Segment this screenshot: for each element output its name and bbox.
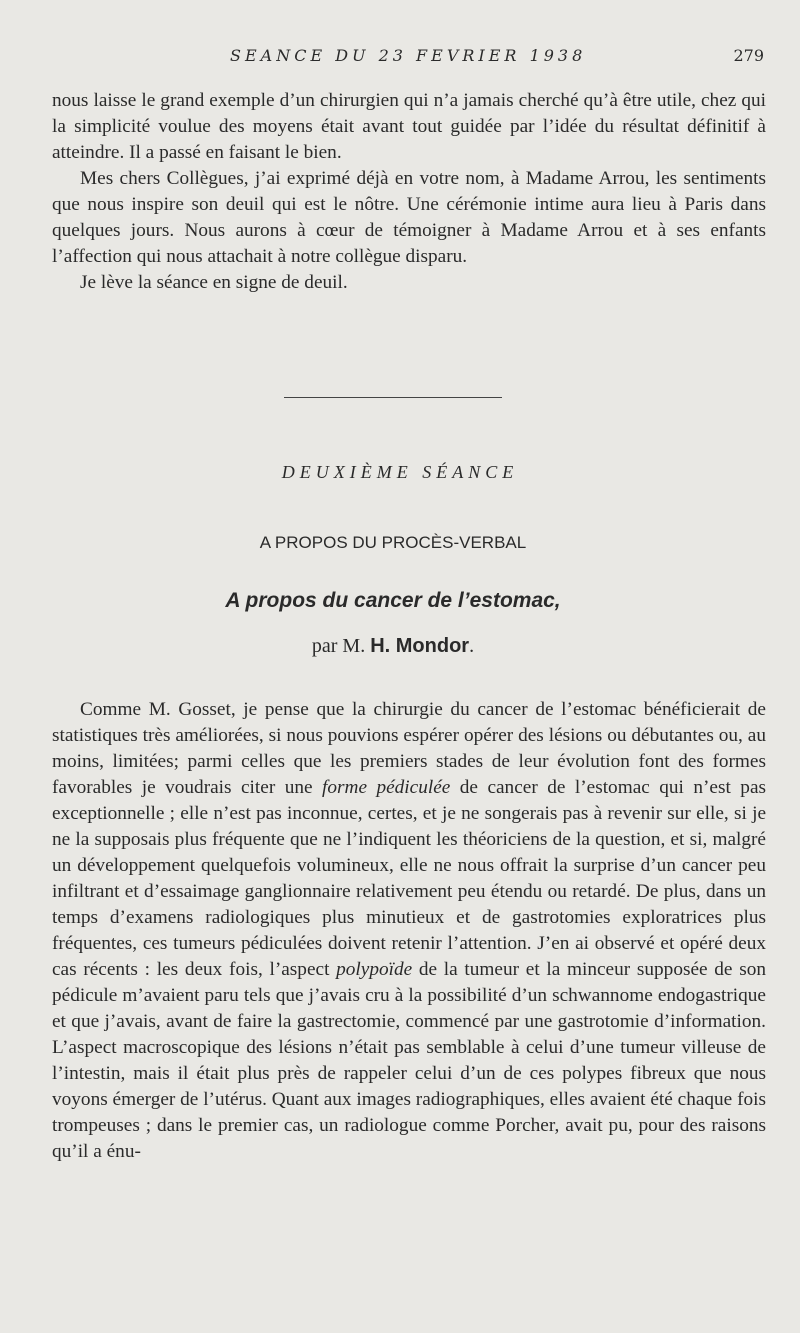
byline-prefix: par M.: [311, 635, 371, 657]
intro-text: [52, 88, 766, 296]
byline: [0, 635, 786, 658]
emphasis: polypoïde: [336, 959, 413, 980]
paragraph: nous laisse le grand exemple d’un chirurgien qui n’a jamais cherché qu’à être utile, chez qui la simplicité voulue des moyens était avant tout guidée par l’idée du résultat définitif à atteindre. Il a passé en faisant le bien.: [52, 90, 766, 163]
text-run: de la tumeur et la minceur supposée de son pédicule m’avaient paru tels que j’avais cru à la possibilité d’un schwannome endogastrique et que j’avais, avant de faire la gastrectomie, commencé par une gastrotomie d’information. L’aspect macroscopique des lésions n’était pas semblable à celui d’une tumeur villeuse de l’intestin, mais il était plus près de rappeler celui d’un de ces polypes fibreux que nous voyons émerger de l’utérus. Quant aux images radiographiques, elles avaient été chaque fois trompeuses ; dans le premier cas, un radiologue comme Porcher, avait pu, pour des raisons qu’il a énu-: [52, 959, 766, 1162]
author-name: H. Mondor: [370, 635, 470, 657]
page-number: 279: [733, 46, 764, 65]
byline-suffix: .: [469, 635, 475, 657]
article-body: [52, 697, 766, 1165]
running-header: [0, 46, 800, 72]
text-run: de cancer de l’estomac qui n’est pas exceptionnelle ; elle n’est pas inconnue, certes, et je ne songerais pas à revenir sur elle, si je ne la supposais plus fréquente que ne l’indiquent les théoriciens de la question, et si, malgré un développement quelquefois volumineux, elle ne nous offrait la surprise d’un cancer peu infiltrant et d’essaimage ganglionnaire relativement peu étendu ou retardé. De plus, dans un temps d’examens radiologiques plus minutieux et de gastrotomies exploratrices plus fréquentes, ces tumeurs pédiculées doivent retenir l’attention. J’en ai observé et opéré deux cas récents : les deux fois, l’aspect: [52, 777, 767, 980]
paragraph: Mes chers Collègues, j’ai exprimé déjà en votre nom, à Madame Arrou, les sentiments que nous inspire son deuil qui est le nôtre. Une cérémonie intime aura lieu à Paris dans quelques jours. Nous aurons à cœur de témoigner à Madame Arrou et à ses enfants l’affection qui nous attachait à notre collègue disparu.: [52, 168, 766, 267]
running-title: SEANCE DU 23 FEVRIER 1938: [230, 46, 587, 65]
emphasis: forme pédiculée: [322, 777, 451, 798]
paragraph: [52, 697, 766, 1165]
section-divider: [284, 397, 502, 398]
text-run: Comme M. Gosset, je pense que la chirurgie du cancer de l’estomac bénéficierait de statistiques très améliorées, si nous pouvions espérer opérer des lésions ou débutantes ou, au moins, limitées; parmi celles que les premiers stades de leur évolution font des formes favorables je voudrais citer une: [52, 699, 766, 798]
section-title: DEUXIÈME SÉANCE: [281, 462, 519, 482]
article-title: A propos du cancer de l’estomac,: [225, 589, 561, 612]
subsection-title: A PROPOS DU PROCÈS-VERBAL: [259, 533, 527, 552]
paragraph: Je lève la séance en signe de deuil.: [80, 272, 348, 293]
